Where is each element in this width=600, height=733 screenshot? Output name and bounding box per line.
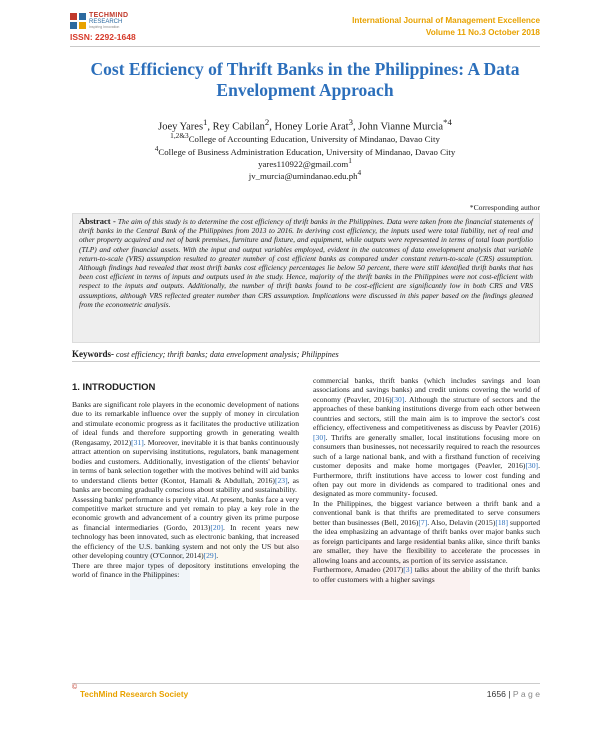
text: . In recent years new technology has been innovated, such as electronic banking, that increased the efficiency of the U.S. banking system and not only the US but also other developing country (O'Connor, 2014) [72, 522, 299, 561]
author-sup: 2 [264, 117, 270, 127]
paragraph [72, 400, 299, 495]
header-divider [70, 46, 540, 47]
text: supported the idea emphasizing an advantage of thrift banks over major banks such as foreign participants and large residential banks alike, since thrift banks are smaller, they have the flexibility to accelerate the processes in allowing loans and accounts, as portion of its service assistance. [313, 517, 540, 565]
citation-link[interactable]: [31] [131, 437, 144, 447]
abstract-label: Abstract - [79, 216, 116, 226]
text: . Also, Delavin (2015) [427, 517, 496, 527]
text: Assessing banks' performance is purely vital. At present, banks face a very competitive market structure and yet remain to play a key role in the economic growth and advancement of a country given its prime purpose as financial intermediaries (Gordo, 2013) [72, 494, 299, 532]
issn: ISSN: 2292-1648 [70, 32, 136, 42]
citation-link[interactable]: [30] [391, 394, 405, 404]
page-label: P a g e [512, 689, 540, 699]
author-name: Rey Cabilan [212, 121, 265, 133]
author-name: Honey Lorie Arat [274, 121, 349, 133]
affiliation-sup: 1,2&3 [170, 131, 189, 140]
text: . Moreover, inevitable it is that banks continuously attract attention on supervising institutions, regulators, bank management bodies and customers. Additionally, investigation of the clients' behavior in terms of bank selection together with the motives behind will aid banks to understand clients better (Kontot, Hamali & Abdullah, 2016) [72, 437, 299, 485]
author-sup: *4 [443, 117, 452, 127]
page-sep: | [505, 689, 513, 699]
journal-volume: Volume 11 No.3 October 2018 [425, 28, 540, 37]
abstract-text: The aim of this study is to determine the cost efficiency of thrift banks in the Philippines. Data were taken from the financial statements of thrift banks in the Central Bank of the Philippines from 2013 to 2016. In deriving cost efficiency, the inputs used were total liability, net of real and other property acquired and net of bank premises, furniture and fixture, and equipment, while outputs were represented in terms of total loan portfolio (TLP) and other financial assets. With the input and output variables employed, evident in the outcomes of data envelopment analysis that variable return-to-scale (VRS) assumption resulted to greater number of cost efficient banks as compared under constant return-to-scale (CRS) assumption. Although findings had revealed that most thrift banks cost efficiency percentages lie below 50 percent, there were still identified thrift banks that has been cost efficient in terms of inputs and outputs used in the study. Hence, majority of the thrift banks in the Philippines were not cost-efficient with respect to the inputs and outputs. Additionally, the number of thrift banks found to be cost-efficient are significantly low in both CRS and VRS assumptions, although VRS reflected greater number than CRS assumption. Implications were discussed in this paper based on the findings gleaned from the econometric analysis. [79, 217, 534, 309]
footer-publisher: TechMind Research Society [80, 690, 189, 699]
author-name: Joey Yares [158, 121, 204, 133]
journal-name: International Journal of Management Excellence [352, 16, 540, 25]
citation-link[interactable]: [30] [313, 432, 326, 442]
text: commercial banks, thrift banks (which includes savings and loan associations and savings banks) and credit unions covering the world of economy (Peavler, 2016) [313, 376, 540, 404]
citation-link[interactable]: [30] [525, 461, 539, 471]
citation-link[interactable]: [18] [495, 517, 509, 527]
logo-tagline: Inspiring Innovation [89, 25, 120, 29]
journal-info [352, 15, 540, 39]
text: . Furthermore, thrift institutions have access to lower cost funding and often pay out more in dividends as compared to traditional ones and designated as more community- focused. [313, 461, 540, 499]
text: . [216, 551, 219, 561]
email-sup: 1 [348, 156, 352, 165]
author-sup: 1 [203, 117, 208, 127]
paragraph [72, 495, 299, 561]
page-num: 1656 [486, 689, 506, 699]
text: . Thrifts are generally smaller, local institutions focusing more on consumers than businesses, not necessarily required to reach the resources such of a large national bank, and with a firsthand function of receiving customer deposits and make home mortgages (Peavler, 2016) [313, 432, 540, 471]
email-sup: 4 [357, 168, 362, 177]
body-column-left [72, 400, 299, 580]
author-name: John Vianne Murcia [358, 121, 444, 133]
logo-name: TECHMIND [89, 12, 129, 19]
citation-link[interactable]: [29] [203, 551, 217, 561]
paragraph [313, 376, 540, 499]
copyright-symbol: © [72, 684, 78, 691]
logo-sub: RESEARCH [89, 19, 123, 25]
logo-mark-icon [70, 13, 86, 29]
affiliation-text: College of Accounting Education, University of Mindanao, Davao City [188, 133, 440, 144]
email-text[interactable]: yares110922@gmail.com [258, 158, 349, 169]
page-number [487, 689, 540, 699]
keywords-divider [72, 361, 540, 362]
keywords-text: cost efficiency; thrift banks; data envelopment analysis; Philippines [114, 350, 339, 359]
text: , as banks are becoming gradually conscious about stability and sustainability. [72, 475, 300, 495]
paper-title: Cost Efficiency of Thrift Banks in the Philippines: A Data Envelopment Approach [90, 59, 520, 100]
author-email-2[interactable] [70, 167, 540, 182]
body-column-right [313, 376, 540, 584]
section-heading: 1. INTRODUCTION [72, 382, 156, 393]
affiliation-text: College of Business Administration Education, University of Mindanao, Davao City [158, 146, 456, 157]
email-text[interactable]: jv_murcia@umindanao.edu.ph [248, 170, 358, 181]
publisher-logo [70, 12, 180, 32]
text: Banks are significant role players in the economic development of nations due to its remarkable influence over the supply of money in circulation and stimulate economic progress as it facilitates the productive utilization of ideal funds and therefore supporting growth in generating wealth (Rengasamy, 2012) [72, 400, 299, 447]
affiliation-sup: 4 [154, 144, 159, 153]
keywords [72, 349, 540, 359]
footer-divider [72, 683, 540, 684]
author-sup: 3 [348, 117, 353, 127]
author-list: Joey Yares$^1$, Rey Cabilan$^2$, Honey Lorie Arat$^3$, John Vianne Murcia$^{*4}$ [158, 117, 452, 133]
citation-link[interactable]: [23] [274, 475, 288, 485]
paragraph [313, 499, 540, 565]
paragraph: There are three major types of depository institutions enveloping the world of finance in the Philippines: [72, 560, 299, 580]
keywords-label: Keywords- [72, 349, 114, 359]
text: In the Philippines, the biggest variance between a thrift bank and a conventional bank is that thrifts are premeditated to serve consumers better than businesses (Bell, 2016) [313, 498, 540, 527]
corresponding-author-note: *Corresponding author [469, 203, 540, 212]
abstract-box [72, 213, 540, 343]
citation-link[interactable]: [7] [418, 517, 428, 527]
paragraph [313, 565, 540, 584]
text: . Although the structure of sectors and the approaches of these banking institutions diverge from each other between countries and sectors, still the main aim is to improve the sector's cost efficiency, effectiveness and competitiveness as discuss by Peavler (2016) [313, 394, 540, 433]
page-header [70, 12, 540, 44]
citation-link[interactable]: [3] [403, 565, 413, 575]
citation-link[interactable]: [20] [210, 522, 224, 532]
text: Furthermore, Amadeo (2017) [313, 565, 404, 575]
text: talks about the ability of the thrift banks to offer customers with a higher savings [313, 565, 540, 584]
